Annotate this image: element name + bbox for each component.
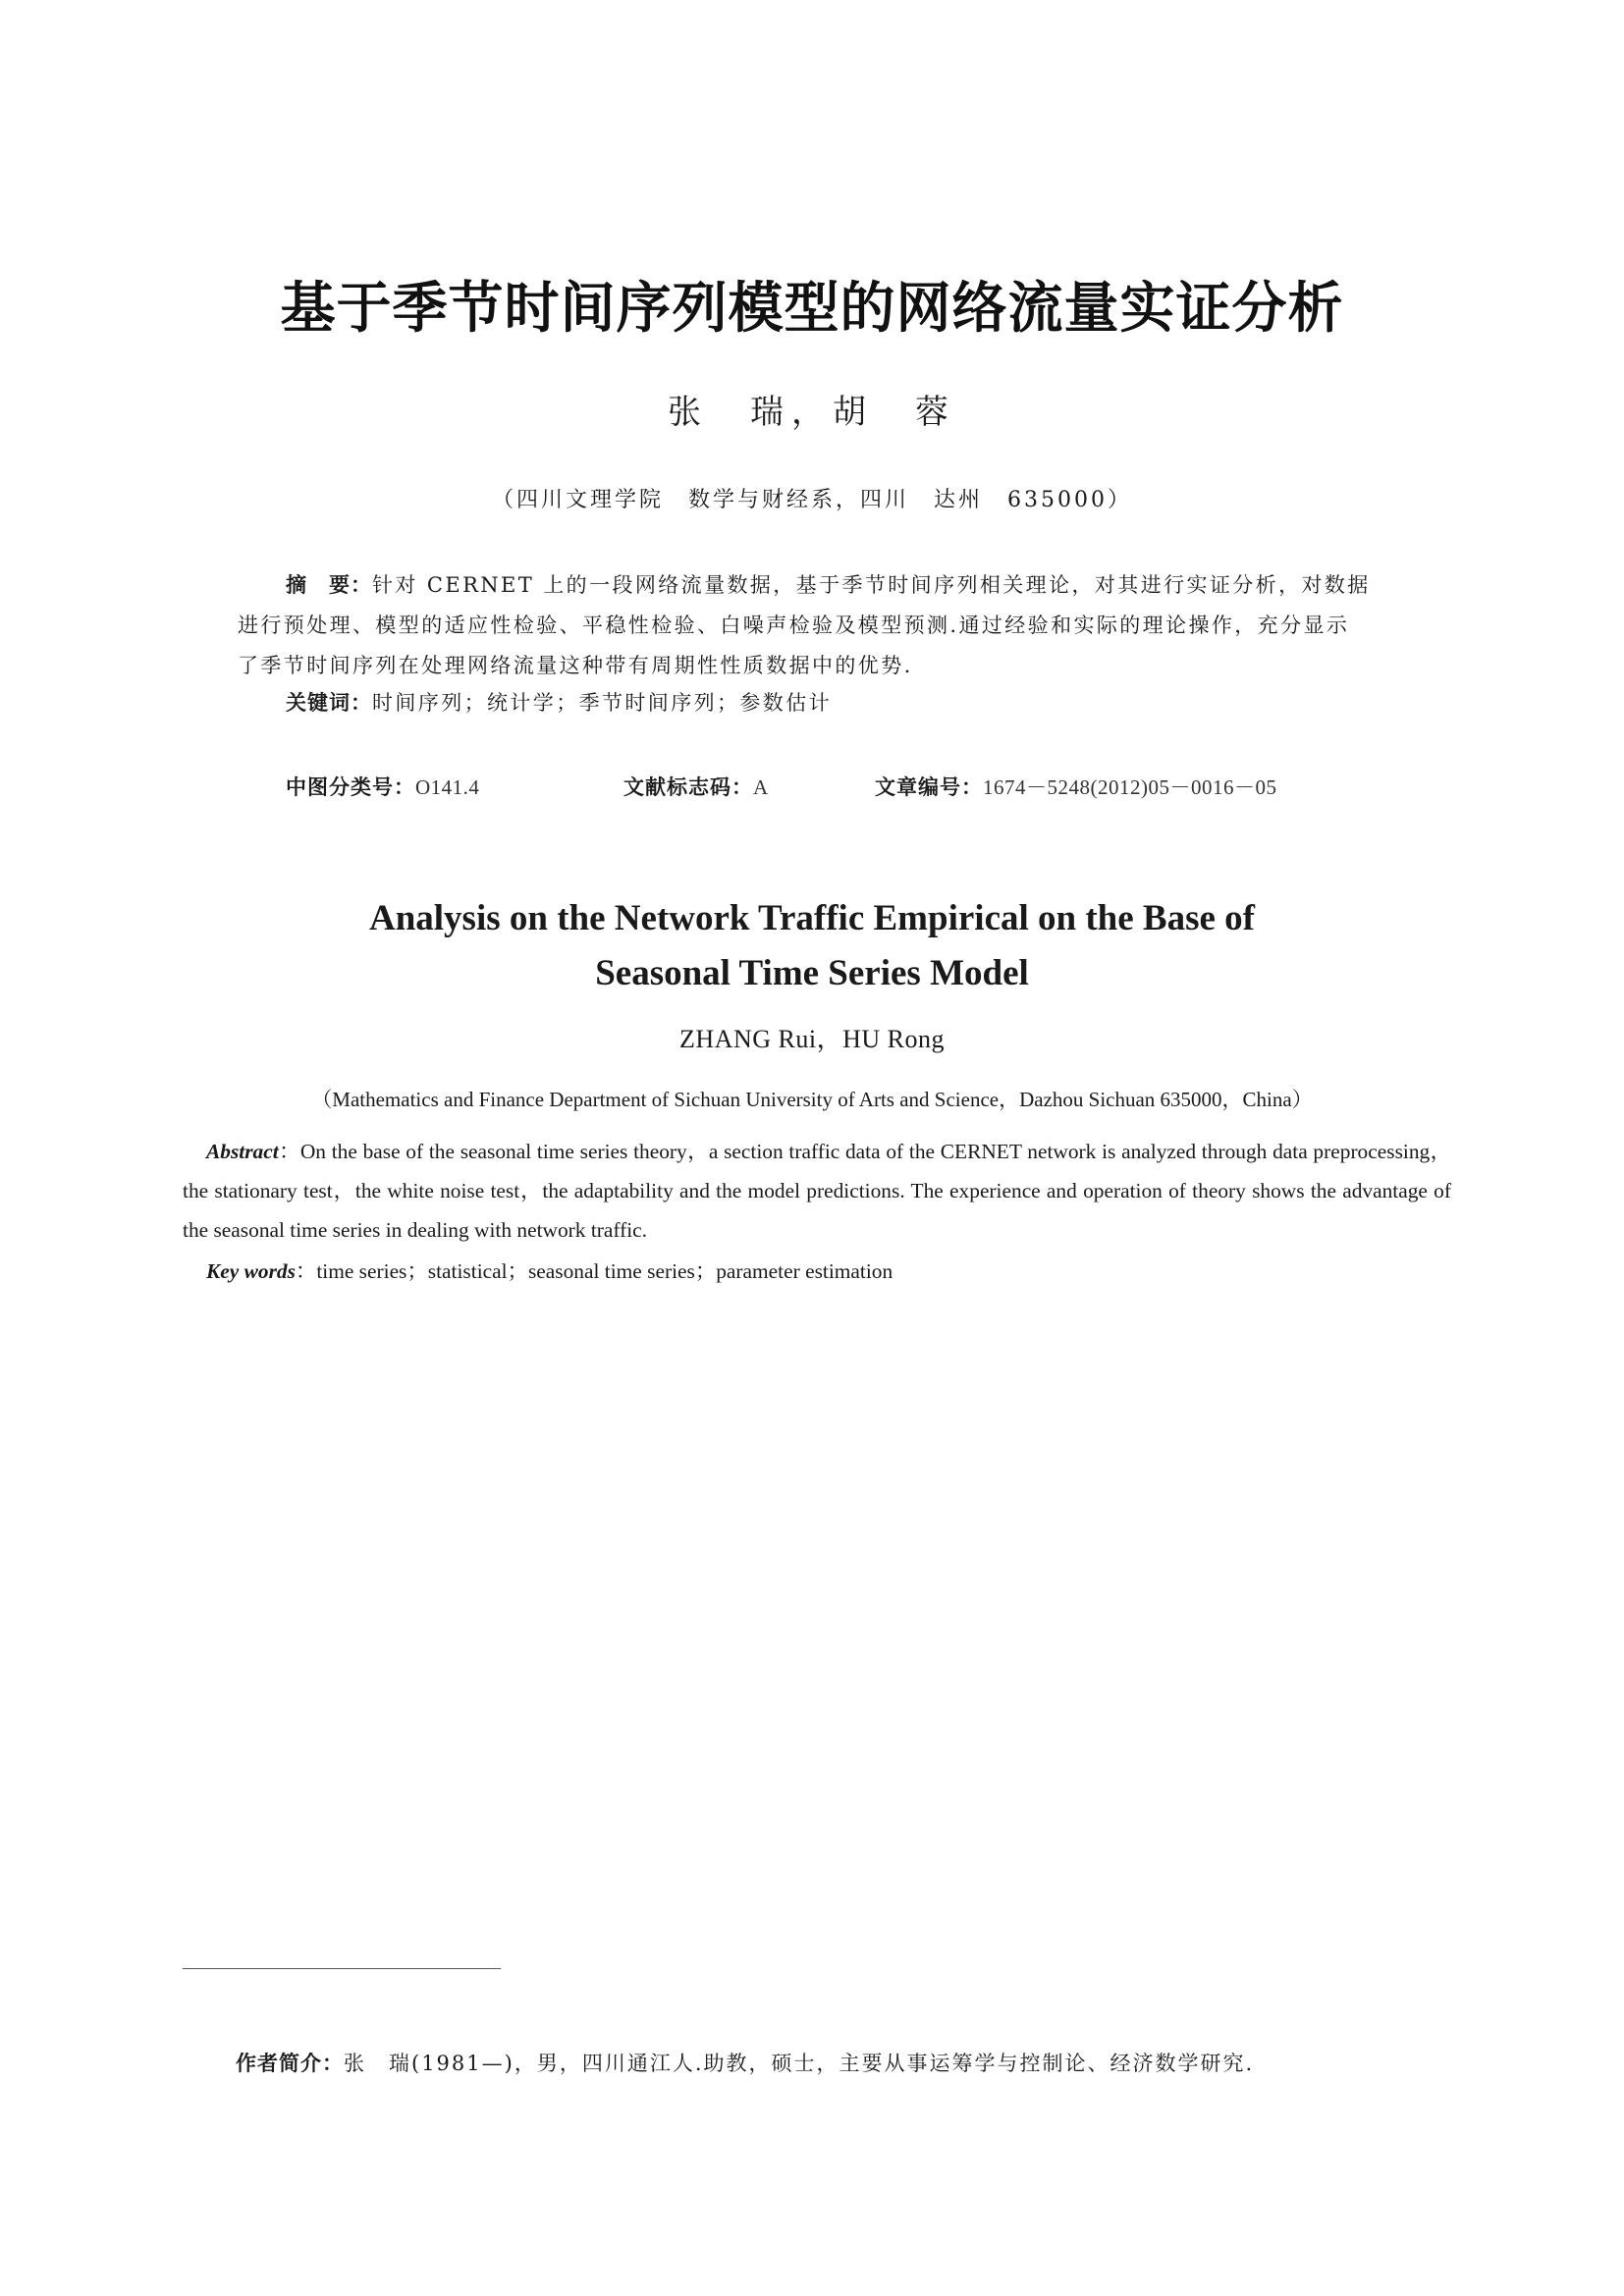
- document-code-value: A: [753, 775, 769, 799]
- chinese-keywords-label: 关键词：: [286, 691, 372, 715]
- english-keywords: [206, 1255, 1443, 1285]
- author-footnote: [236, 2048, 1414, 2077]
- chinese-abstract-label: 摘 要：: [286, 573, 372, 597]
- document-code-label: 文献标志码：: [623, 775, 753, 799]
- clc-number: [286, 772, 479, 801]
- english-affiliation: （Mathematics and Finance Department of Sichuan University of Arts and Science，Dazhou Sichuan 635000，China）: [311, 1088, 1313, 1111]
- english-authors: ZHANG Rui，HU Rong: [679, 1025, 945, 1053]
- footnote-text: 张 瑞(1981—)，男，四川通江人.助教，硕士，主要从事运筹学与控制论、经济数学研究.: [344, 2052, 1255, 2075]
- chinese-abstract-text-1: 针对 CERNET 上的一段网络流量数据，基于季节时间序列相关理论，对其进行实证分析，对数据: [372, 573, 1371, 597]
- article-number-value: 1674－5248(2012)05－0016－05: [983, 775, 1277, 799]
- chinese-keywords: [286, 687, 1405, 717]
- clc-value: O141.4: [415, 775, 480, 799]
- footnote-label: 作者简介：: [236, 2052, 344, 2075]
- footnote-divider: [183, 1968, 501, 1969]
- english-abstract-paragraph: [183, 1132, 1451, 1250]
- chinese-abstract-line-1: [238, 565, 1408, 606]
- clc-label: 中图分类号：: [286, 775, 415, 799]
- chinese-affiliation: （四川文理学院 数学与财经系，四川 达州 635000）: [492, 488, 1132, 512]
- article-number-label: 文章编号：: [875, 775, 983, 799]
- classification-row: [286, 772, 1366, 801]
- english-abstract: [183, 1132, 1451, 1250]
- chinese-abstract-line-3: 了季节时间序列在处理网络流量这种带有周期性性质数据中的优势.: [238, 654, 913, 677]
- english-abstract-text: ：On the base of the seasonal time series theory，a section traffic data of the CERNET network is analyzed through data preprocessing，the stationary test，the white noise test，the adaptability and the model predictions. The experience and operation of theory shows the advantage of the seasonal time series in dealing with network traffic.: [183, 1140, 1451, 1242]
- chinese-keywords-text: 时间序列；统计学；季节时间序列；参数估计: [372, 691, 832, 715]
- english-title: [0, 891, 1624, 1001]
- chinese-abstract-line-2: 进行预处理、模型的适应性检验、平稳性检验、白噪声检验及模型预测.通过经验和实际的理论操作，充分显示: [238, 614, 1350, 637]
- article-number: [875, 772, 1277, 801]
- english-keywords-label: Key words: [206, 1259, 296, 1283]
- document-code: [623, 772, 769, 801]
- chinese-authors: 张 瑞，胡 蓉: [668, 393, 956, 432]
- english-title-line-1: Analysis on the Network Traffic Empirical on the Base of: [368, 898, 1255, 938]
- chinese-title: 基于季节时间序列模型的网络流量实证分析: [280, 277, 1344, 341]
- english-title-line-2: Seasonal Time Series Model: [595, 953, 1029, 993]
- english-keywords-text: ：time series；statistical；seasonal time series；parameter estimation: [295, 1259, 893, 1283]
- chinese-abstract: [238, 565, 1408, 686]
- english-abstract-label: Abstract: [206, 1140, 279, 1163]
